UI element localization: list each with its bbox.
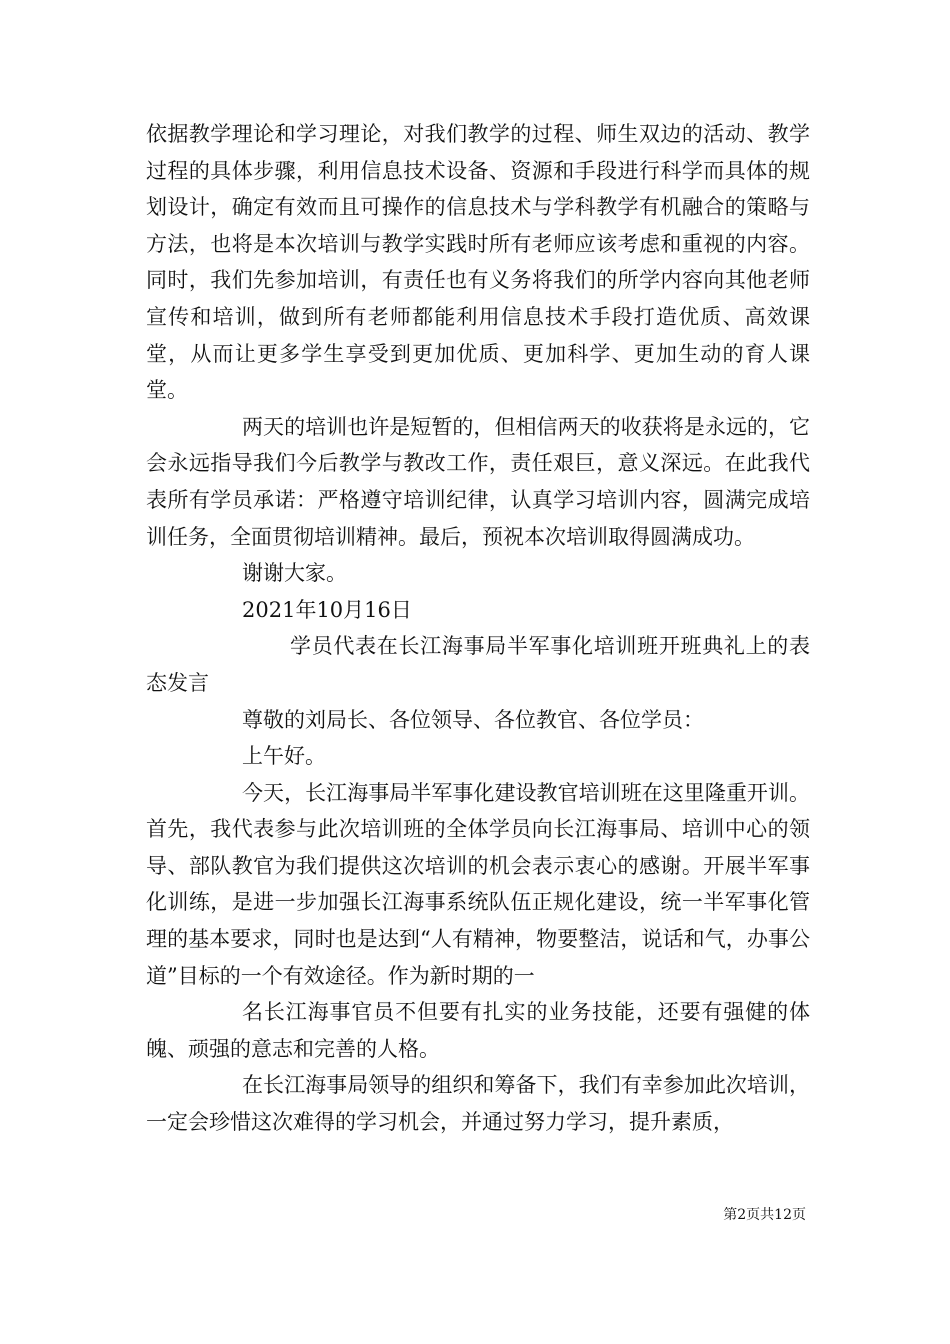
- greeting: 上午好。: [242, 744, 326, 769]
- speech-title: 学员代表在长江海事局半军事化培训班开班典礼上的表态发言: [146, 634, 810, 695]
- paragraph-thanks: 谢谢大家。: [242, 561, 347, 586]
- paragraph-commitment: 在长江海事局领导的组织和筹备下，我们有幸参加此次培训，一定会珍惜这次难得的学习机会，并通过努力学习，提升素质，: [146, 1073, 810, 1135]
- page-number-footer: 第2页共12页: [723, 1207, 806, 1223]
- paragraph-date: 2021年10月16日: [242, 597, 412, 622]
- paragraph-teaching-design: 依据教学理论和学习理论，对我们教学的过程、师生双边的活动、教学过程的具体步骤，利用信息技术设备、资源和手段进行科学而具体的规划设计，确定有效而且可操作的信息技术与学科教学有机融合的策略与方法，也将是本次培训与教学实践时所有老师应该考虑和重视的内容。同时，我们先参加培训，有责任也有义务将我们的所学内容向其他老师宣传和培训，做到所有老师都能利用信息技术手段打造优质、高效课堂，从而让更多学生享受到更加优质、更加科学、更加生动的育人课堂。: [146, 122, 810, 403]
- document-body: [146, 116, 810, 1141]
- paragraph-officer-qualities: 名长江海事官员不但要有扎实的业务技能，还要有强健的体魄、顽强的意志和完善的人格。: [146, 1000, 810, 1061]
- salutation: 尊敬的刘局长、各位领导、各位教官、各位学员：: [242, 707, 704, 732]
- paragraph-training-conclusion: 两天的培训也许是短暂的，但相信两天的收获将是永远的，它会永远指导我们今后教学与教改工作，责任艰巨，意义深远。在此我代表所有学员承诺：严格遵守培训纪律，认真学习培训内容，圆满完成培训任务，全面贯彻培训精神。最后，预祝本次培训取得圆满成功。: [146, 414, 810, 549]
- paragraph-opening: 今天，长江海事局半军事化建设教官培训班在这里隆重开训。首先，我代表参与此次培训班的全体学员向长江海事局、培训中心的领导、部队教官为我们提供这次培训的机会表示衷心的感谢。开展半军事化训练，是进一步加强长江海事系统队伍正规化建设，统一半军事化管理的基本要求，同时也是达到“人有精神，物要整洁，说话和气，办事公道”目标的一个有效途径。作为新时期的一: [146, 780, 810, 988]
